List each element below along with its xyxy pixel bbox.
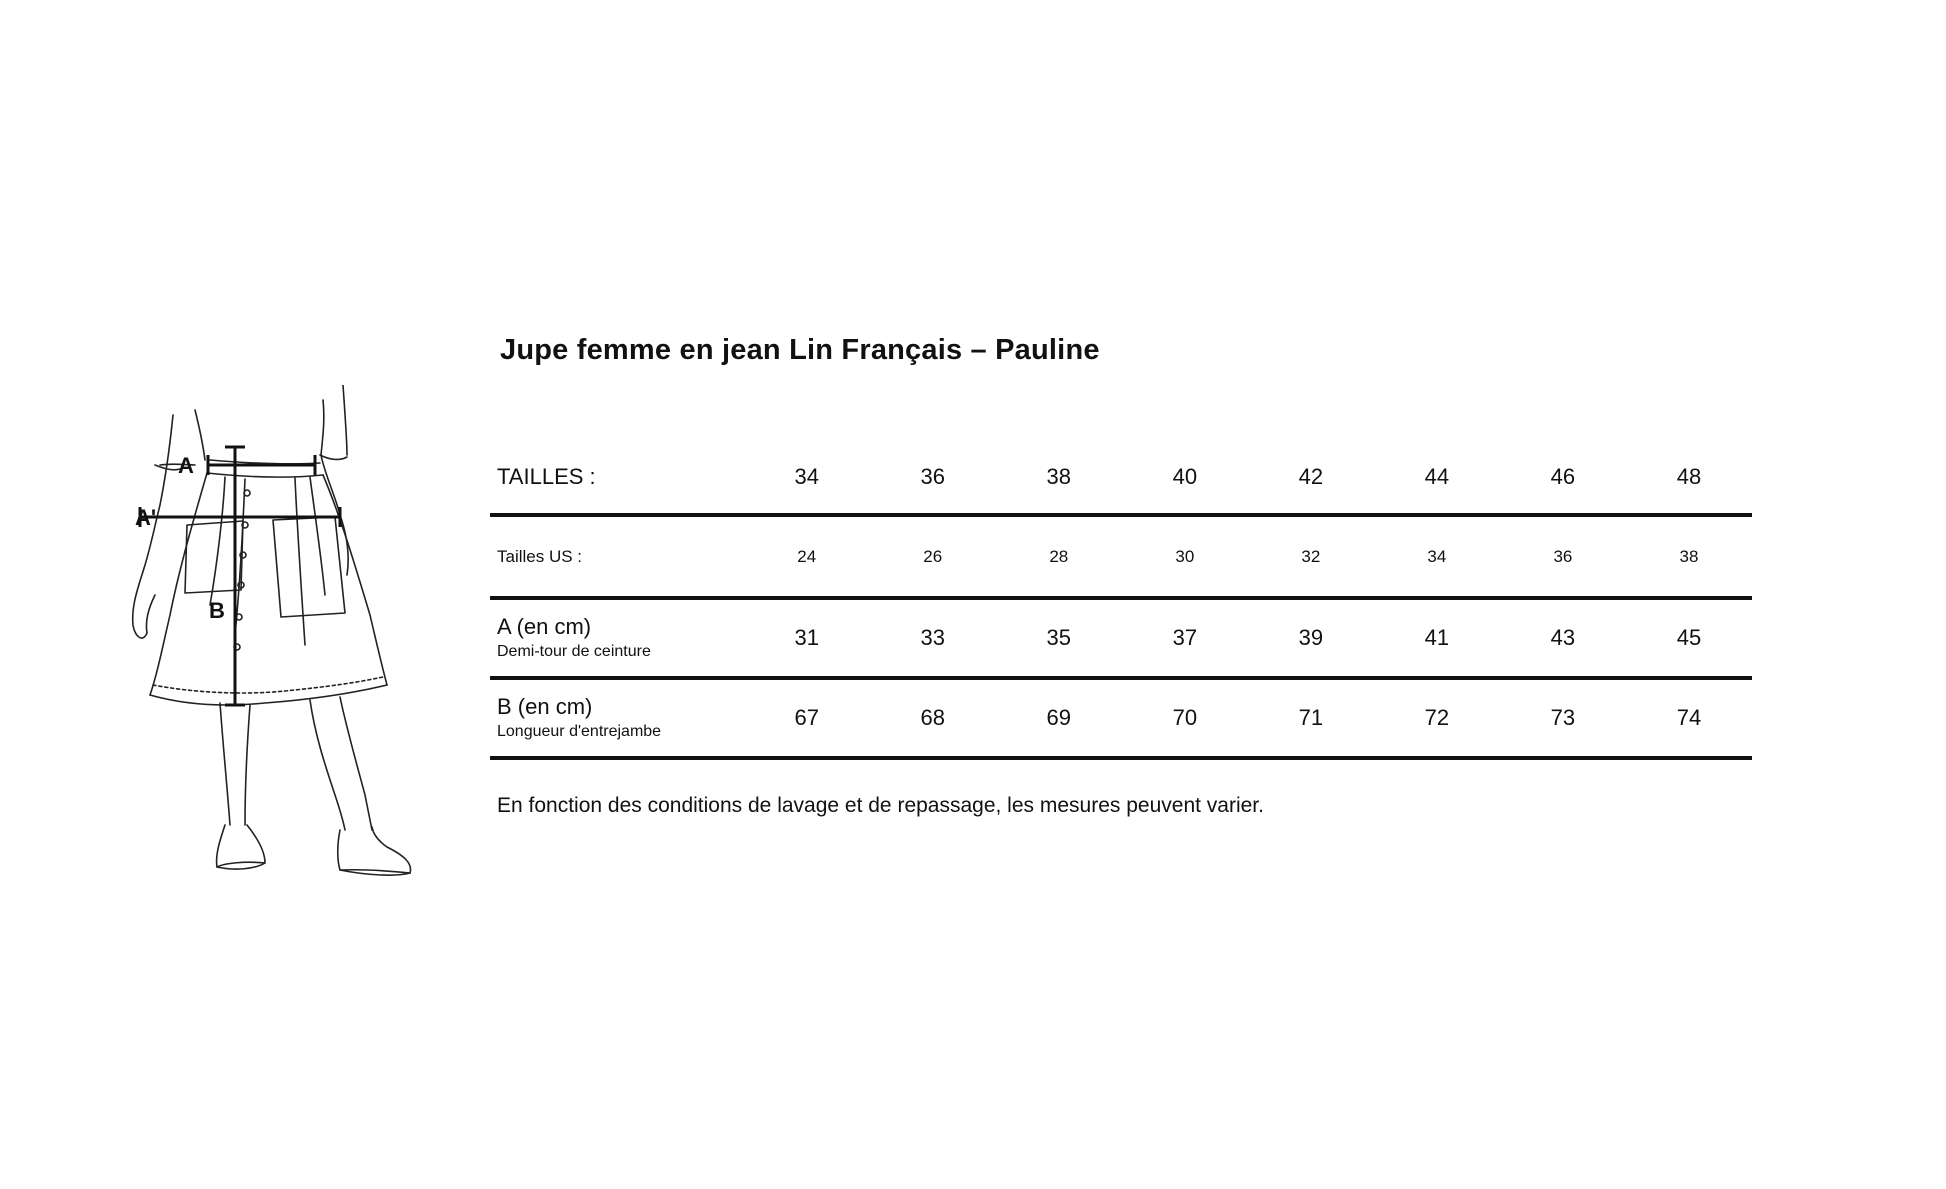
skirt-figure-drawing — [125, 385, 465, 885]
measure-b-cell: 68 — [920, 705, 945, 730]
measure-b-cell: 74 — [1676, 705, 1702, 730]
size-header-cell: 48 — [1676, 463, 1702, 489]
size-header-cell: 38 — [1046, 463, 1072, 489]
size-header-cell: 34 — [794, 463, 819, 489]
size-header-cell: 36 — [920, 463, 945, 489]
measure-a-cell: 43 — [1550, 625, 1576, 650]
row-a-label-group — [490, 614, 744, 662]
table-row-b — [490, 680, 1752, 756]
footnote: En fonction des conditions de lavage et de repassage, les mesures peuvent varier. — [497, 794, 1264, 817]
marker-b-label: B — [209, 598, 225, 623]
size-header-cell: 44 — [1424, 463, 1450, 489]
measure-b-cell: 71 — [1298, 705, 1324, 730]
measure-a-cell: 31 — [794, 625, 819, 650]
measure-b-cell: 67 — [794, 705, 819, 730]
measure-a-cell: 37 — [1172, 625, 1198, 650]
marker-a-prime-label: A' — [135, 505, 157, 530]
measure-a-cell: 45 — [1676, 625, 1702, 650]
size-header-cell: 46 — [1550, 463, 1576, 489]
row-a-sublabel: Demi-tour de ceinture — [497, 643, 651, 660]
size-header-cell: 40 — [1172, 463, 1198, 489]
row-b-sublabel: Longueur d'entrejambe — [497, 723, 662, 740]
us-size-cell: 36 — [1553, 546, 1573, 566]
us-size-cell: 34 — [1427, 546, 1447, 566]
marker-a-label: A — [178, 453, 194, 478]
measure-a-cell: 33 — [920, 625, 945, 650]
us-size-cell: 26 — [923, 546, 943, 566]
measure-b-cell: 73 — [1550, 705, 1576, 730]
page-title: Jupe femme en jean Lin Français – Pauline — [500, 334, 1100, 366]
measure-a-cell: 41 — [1424, 625, 1450, 650]
table-divider — [490, 756, 1752, 760]
measure-b-cell: 69 — [1046, 705, 1072, 730]
row-b-label-group — [490, 694, 744, 742]
measure-a-cell: 35 — [1046, 625, 1072, 650]
row-a-label: A (en cm) — [497, 614, 592, 639]
us-size-cell: 32 — [1301, 546, 1321, 566]
us-size-cell: 24 — [797, 546, 817, 566]
measure-a-cell: 39 — [1298, 625, 1324, 650]
table-header-row — [490, 440, 1752, 513]
us-sizes-label: Tailles US : — [497, 546, 583, 566]
size-table — [490, 440, 1752, 760]
measure-b-cell: 72 — [1424, 705, 1450, 730]
header-label: TAILLES : — [497, 463, 596, 489]
us-size-cell: 30 — [1175, 546, 1195, 566]
table-row-us-sizes — [490, 517, 1752, 596]
us-size-cell: 38 — [1679, 546, 1699, 566]
measure-b-cell: 70 — [1172, 705, 1198, 730]
us-size-cell: 28 — [1049, 546, 1069, 566]
skirt-measurement-illustration — [125, 385, 465, 885]
table-row-a — [490, 600, 1752, 676]
row-b-label: B (en cm) — [497, 694, 593, 719]
size-header-cell: 42 — [1298, 463, 1324, 489]
